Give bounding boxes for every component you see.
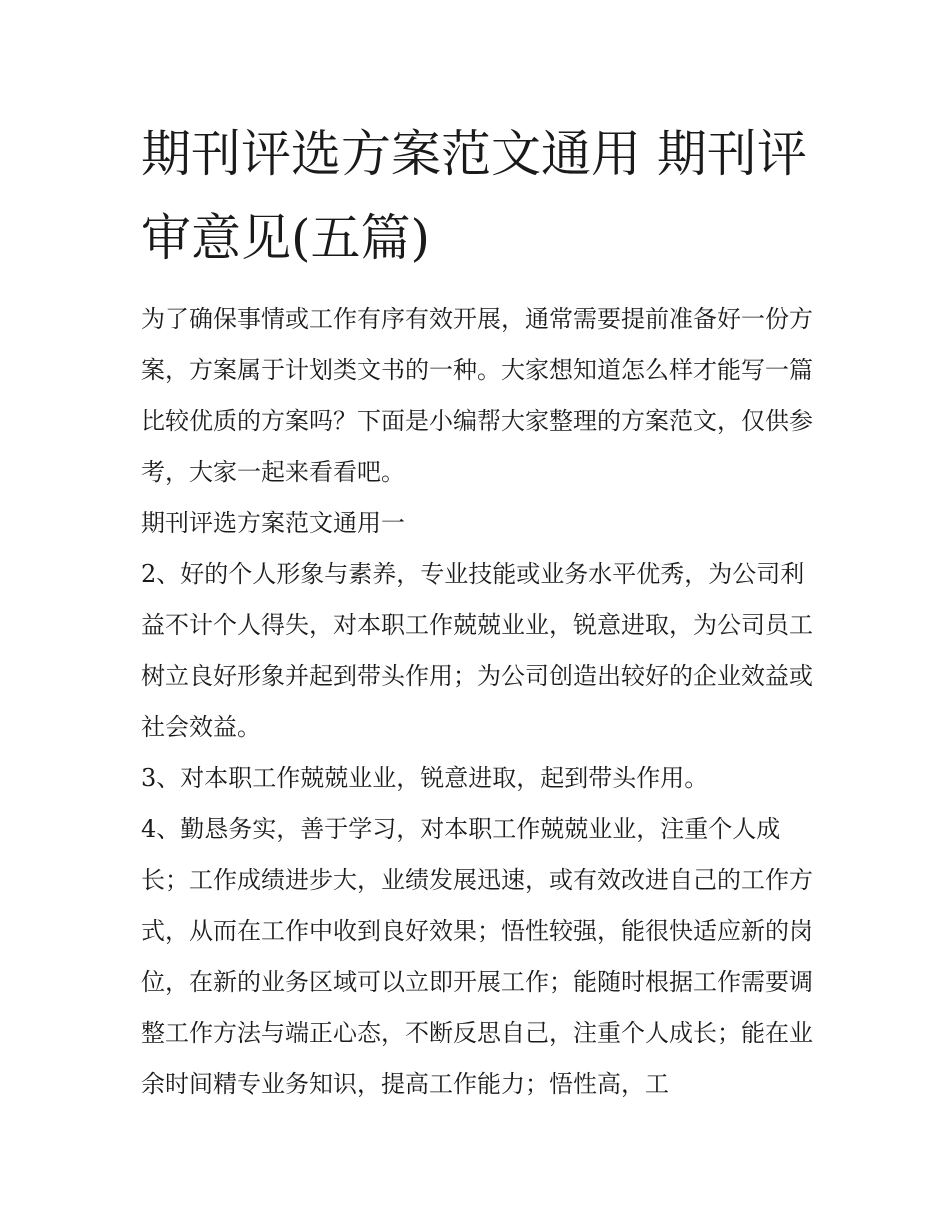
list-item-3: 3、对本职工作兢兢业业，锐意进取，起到带头作用。 bbox=[141, 764, 709, 792]
list-item-4: 4、勤恳务实，善于学习，对本职工作兢兢业业，注重个人成长；工作成绩进步大，业绩发展迅速，或有效改进自己的工作方式，从而在工作中收到良好效果；悟性较强，能很快适应新的岗位，在新的业务区域可以立即开展工作；能随时根据工作需要调整工作方法与端正心态，不断反思自己，注重个人成长；能在业余时间精专业务知识，提高工作能力；悟性高，工 bbox=[141, 815, 813, 1098]
document-page bbox=[141, 112, 813, 1110]
list-item-2: 2、好的个人形象与素养，专业技能或业务水平优秀，为公司利益不计个人得失，对本职工作兢兢业业，锐意进取，为公司员工树立良好形象并起到带头作用；为公司创造出较好的企业效益或社会效益。 bbox=[141, 560, 813, 741]
intro-paragraph: 为了确保事情或工作有序有效开展，通常需要提前准备好一份方案，方案属于计划类文书的一种。大家想知道怎么样才能写一篇比较优质的方案吗？下面是小编帮大家整理的方案范文，仅供参考，大家一起来看看吧。 bbox=[141, 305, 813, 486]
section-heading: 期刊评选方案范文通用一 bbox=[141, 509, 405, 537]
document-title: 期刊评选方案范文通用 期刊评审意见(五篇) bbox=[141, 125, 807, 267]
